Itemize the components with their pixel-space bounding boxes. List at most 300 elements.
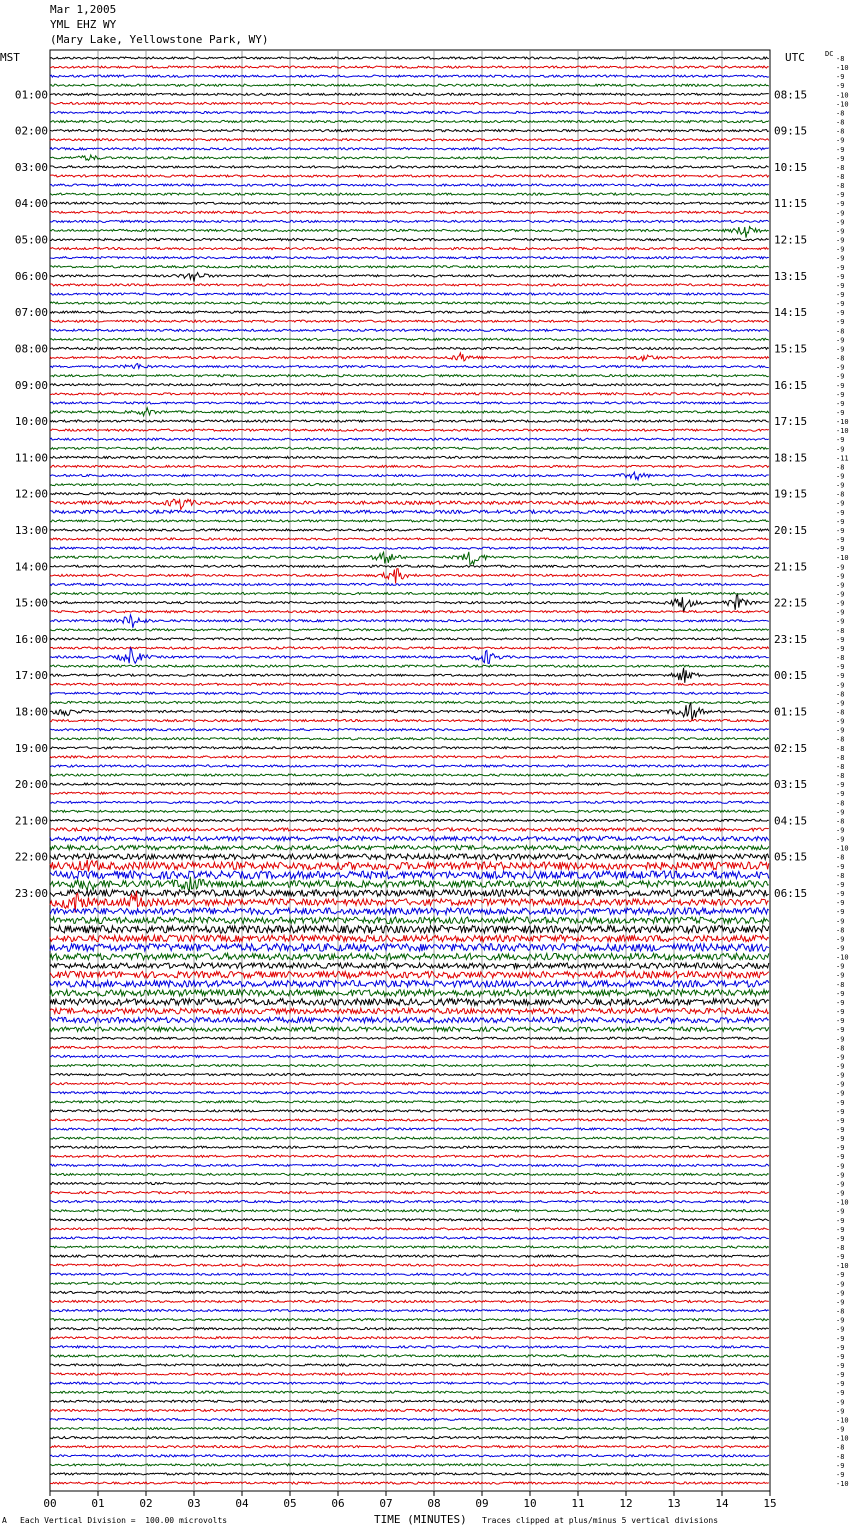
x-tick-label: 06 (331, 1497, 345, 1510)
dc-offset-label: -9 (836, 644, 845, 653)
dc-offset-label: -9 (836, 363, 845, 372)
left-hour-label: 08:00 (14, 342, 48, 356)
dc-offset-label: -9 (836, 445, 845, 454)
seismic-trace (50, 148, 769, 150)
dc-offset-label: -9 (836, 599, 845, 608)
dc-offset-label: -8 (836, 490, 845, 499)
seismic-trace (50, 1173, 769, 1175)
seismic-trace (50, 538, 769, 540)
x-tick-label: 10 (523, 1497, 537, 1510)
seismic-trace (50, 220, 769, 222)
dc-offset-label: -8 (836, 327, 845, 336)
dc-offset-label: -9 (836, 200, 845, 209)
dc-offset-label: -9 (836, 1271, 845, 1280)
seismic-trace (50, 211, 769, 213)
dc-offset-label: -8 (836, 463, 845, 472)
seismic-trace (50, 774, 769, 776)
dc-offset-label: -8 (836, 1452, 845, 1461)
right-hour-label: 21:15 (774, 560, 808, 574)
dc-offset-label: -8 (836, 690, 845, 699)
seismic-trace (50, 828, 769, 831)
right-hour-label: 00:15 (774, 669, 808, 683)
seismic-trace (50, 1182, 769, 1184)
dc-offset-label: -9 (836, 1407, 845, 1416)
dc-offset-label: -10 (836, 953, 849, 962)
seismic-trace (50, 629, 769, 631)
dc-offset-label: -9 (836, 1189, 845, 1198)
dc-offset-label: -9 (836, 381, 845, 390)
seismic-trace (50, 375, 769, 377)
right-hour-label: 23:15 (774, 632, 808, 646)
x-tick-label: 13 (667, 1497, 681, 1510)
dc-offset-label: -9 (836, 1216, 845, 1225)
seismic-trace (50, 499, 769, 509)
seismic-trace (50, 1309, 769, 1311)
seismic-trace (50, 393, 769, 395)
dc-offset-label: -8 (836, 926, 845, 935)
seismic-trace (50, 592, 769, 594)
seismic-trace (50, 1473, 769, 1475)
x-tick-label: 03 (187, 1497, 201, 1510)
seismic-trace (50, 683, 769, 685)
dc-offset-label: -9 (836, 1380, 845, 1389)
right-hour-label: 10:15 (774, 160, 808, 174)
dc-offset-label: -9 (836, 717, 845, 726)
seismic-trace (50, 917, 769, 924)
dc-offset-label: -8 (836, 1244, 845, 1253)
left-hour-label: 11:00 (14, 451, 48, 465)
seismic-trace (50, 120, 769, 122)
dc-offset-label: -9 (836, 345, 845, 354)
dc-offset-label: -8 (836, 626, 845, 635)
seismic-trace (50, 1101, 769, 1103)
right-hour-label: 01:15 (774, 705, 808, 719)
seismic-trace (50, 1482, 769, 1484)
dc-offset-label: -10 (836, 91, 849, 100)
seismic-trace (50, 908, 769, 915)
dc-offset-label: -8 (836, 1443, 845, 1452)
dc-offset-label: -11 (836, 454, 849, 463)
seismic-trace (50, 860, 769, 872)
seismic-trace (50, 155, 769, 160)
dc-offset-label: -9 (836, 191, 845, 200)
seismic-trace (50, 1391, 769, 1393)
seismic-trace (50, 320, 769, 322)
seismic-trace (50, 465, 769, 467)
dc-offset-label: -10 (836, 418, 849, 427)
dc-offset-label: -9 (836, 890, 845, 899)
seismic-trace (50, 1291, 769, 1293)
dc-offset-label: -9 (836, 508, 845, 517)
seismic-trace (50, 1027, 769, 1031)
seismic-trace (50, 971, 769, 978)
dc-offset-label: -9 (836, 908, 845, 917)
clip-note: Traces clipped at plus/minus 5 vertical divisions (482, 1516, 719, 1525)
dc-offset-label: -9 (836, 808, 845, 817)
seismic-trace (50, 1237, 769, 1239)
dc-offset-label: -9 (836, 1398, 845, 1407)
left-hour-label: 15:00 (14, 596, 48, 610)
dc-offset-label: -8 (836, 172, 845, 181)
dc-offset-label: -9 (836, 1234, 845, 1243)
seismic-trace (50, 1155, 769, 1157)
seismic-trace (50, 819, 769, 821)
dc-offset-label: -9 (836, 590, 845, 599)
seismic-trace (50, 202, 769, 204)
right-hour-label: 14:15 (774, 306, 808, 320)
dc-offset-label: -9 (836, 154, 845, 163)
seismic-trace (50, 166, 769, 168)
dc-offset-label: -9 (836, 245, 845, 254)
dc-offset-label: -10 (836, 554, 849, 563)
dc-offset-label: -9 (836, 472, 845, 481)
dc-offset-label: -9 (836, 1280, 845, 1289)
scale-note: Each Vertical Division = 100.00 microvolts (20, 1516, 228, 1525)
left-hour-label: 09:00 (14, 378, 48, 392)
seismic-trace (50, 569, 769, 584)
seismic-trace (50, 75, 769, 77)
seismic-trace (50, 615, 769, 628)
seismic-trace (50, 953, 769, 960)
right-hour-label: 22:15 (774, 596, 808, 610)
seismic-trace (50, 57, 769, 59)
seismic-trace (50, 139, 769, 141)
seismic-trace (50, 257, 769, 259)
dc-offset-label: -9 (836, 263, 845, 272)
dc-offset-label: -9 (836, 1343, 845, 1352)
dc-offset-label: -9 (836, 1316, 845, 1325)
left-hour-label: 23:00 (14, 887, 48, 901)
seismic-trace (50, 493, 769, 495)
left-hour-label: 21:00 (14, 814, 48, 828)
seismic-trace (50, 877, 769, 892)
right-hour-label: 16:15 (774, 378, 808, 392)
dc-header-label: DC (825, 50, 834, 58)
dc-offset-label: -9 (836, 663, 845, 672)
seismic-trace (50, 520, 769, 522)
dc-offset-label: -9 (836, 563, 845, 572)
dc-offset-label: -9 (836, 1371, 845, 1380)
dc-offset-label: -9 (836, 254, 845, 263)
dc-offset-label: -9 (836, 82, 845, 91)
dc-offset-label: -9 (836, 136, 845, 145)
seismic-trace (50, 238, 769, 240)
x-tick-label: 12 (619, 1497, 633, 1510)
left-hour-label: 04:00 (14, 197, 48, 211)
dc-offset-label: -10 (836, 1434, 849, 1443)
dc-offset-label: -9 (836, 572, 845, 581)
seismic-trace (50, 438, 769, 440)
seismic-trace (50, 890, 769, 897)
dc-offset-label: -9 (836, 436, 845, 445)
dc-offset-label: -9 (836, 1035, 845, 1044)
seismic-trace (50, 845, 769, 849)
dc-offset-label: -8 (836, 654, 845, 663)
seismic-trace (50, 668, 769, 683)
dc-offset-label: -9 (836, 1253, 845, 1262)
x-tick-label: 11 (571, 1497, 585, 1510)
x-tick-label: 15 (763, 1497, 777, 1510)
seismic-trace (50, 1455, 769, 1457)
seismic-trace (50, 1201, 769, 1203)
seismic-trace (50, 1110, 769, 1112)
seismic-trace (50, 184, 769, 186)
dc-offset-label: -8 (836, 871, 845, 880)
dc-offset-label: -9 (836, 73, 845, 82)
seismic-trace (50, 472, 769, 480)
dc-offset-label: -9 (836, 309, 845, 318)
dc-offset-label: -9 (836, 880, 845, 889)
seismic-trace (50, 248, 769, 250)
right-hour-label: 02:15 (774, 741, 808, 755)
seismic-trace (50, 836, 769, 840)
seismic-trace (50, 408, 769, 416)
dc-offset-label: -9 (836, 998, 845, 1007)
dc-offset-label: -9 (836, 635, 845, 644)
dc-offset-label: -9 (836, 581, 845, 590)
dc-offset-label: -9 (836, 526, 845, 535)
right-hour-label: 03:15 (774, 778, 808, 792)
seismic-trace (50, 1355, 769, 1357)
dc-offset-label: -9 (836, 699, 845, 708)
seismic-trace (50, 227, 769, 238)
seismic-trace (50, 703, 769, 721)
seismic-trace (50, 84, 769, 86)
left-hour-label: 19:00 (14, 741, 48, 755)
seismic-trace (50, 1409, 769, 1411)
dc-offset-label: -8 (836, 735, 845, 744)
dc-offset-label: -8 (836, 118, 845, 127)
left-hour-label: 18:00 (14, 705, 48, 719)
right-hour-label: 05:15 (774, 850, 808, 864)
corner-mark: A (2, 1516, 7, 1525)
dc-offset-label: -10 (836, 1480, 849, 1488)
dc-offset-label: -8 (836, 109, 845, 118)
seismic-trace (50, 284, 769, 286)
dc-offset-label: -10 (836, 1198, 849, 1207)
seismic-trace (50, 595, 769, 612)
seismic-trace (50, 1092, 769, 1094)
seismic-trace (50, 1046, 769, 1048)
dc-offset-label: -9 (836, 1116, 845, 1125)
seismic-trace (50, 66, 769, 68)
seismic-trace (50, 456, 769, 458)
dc-offset-label: -8 (836, 354, 845, 363)
seismic-trace (50, 1328, 769, 1330)
dc-offset-label: -9 (836, 1017, 845, 1026)
seismic-trace (50, 729, 769, 731)
seismic-trace (50, 583, 769, 585)
seismic-trace (50, 783, 769, 785)
seismic-trace (50, 854, 769, 859)
seismic-trace (50, 1446, 769, 1448)
seismic-trace (50, 447, 769, 449)
seismic-trace (50, 552, 769, 565)
x-tick-label: 04 (235, 1497, 249, 1510)
right-hour-label: 11:15 (774, 197, 808, 211)
dc-offset-label: -9 (836, 862, 845, 871)
x-tick-label: 07 (379, 1497, 393, 1510)
seismic-trace (50, 1418, 769, 1420)
seismic-trace (50, 1300, 769, 1302)
left-hour-label: 07:00 (14, 306, 48, 320)
station-location: (Mary Lake, Yellowstone Park, WY) (50, 33, 269, 46)
seismic-trace (50, 302, 769, 304)
dc-offset-label: -8 (836, 799, 845, 808)
right-hour-label: 08:15 (774, 88, 808, 102)
left-hour-label: 13:00 (14, 523, 48, 537)
dc-offset-label: -8 (836, 853, 845, 862)
seismic-trace (50, 420, 769, 422)
seismic-trace (50, 1364, 769, 1366)
dc-offset-label: -8 (836, 980, 845, 989)
seismic-trace (50, 1264, 769, 1266)
seismic-trace (50, 193, 769, 195)
seismic-trace (50, 801, 769, 803)
seismic-trace (50, 1191, 769, 1193)
seismic-trace (50, 1228, 769, 1230)
seismic-trace (50, 1119, 769, 1121)
left-hour-label: 22:00 (14, 850, 48, 864)
seismic-trace (50, 510, 769, 513)
dc-offset-label: -9 (836, 971, 845, 980)
dc-offset-label: -9 (836, 726, 845, 735)
dc-offset-label: -9 (836, 608, 845, 617)
dc-offset-label: -9 (836, 1425, 845, 1434)
right-hour-label: 20:15 (774, 523, 808, 537)
left-hour-label: 20:00 (14, 778, 48, 792)
dc-offset-label: -9 (836, 1389, 845, 1398)
seismic-trace (50, 792, 769, 794)
dc-offset-label: -9 (836, 318, 845, 327)
seismic-trace (50, 1008, 769, 1013)
seismic-trace (50, 1064, 769, 1066)
seismic-trace (50, 102, 769, 104)
dc-offset-label: -9 (836, 1225, 845, 1234)
dc-offset-label: -9 (836, 1098, 845, 1107)
dc-offset-label: -9 (836, 899, 845, 908)
dc-offset-label: -8 (836, 182, 845, 191)
left-hour-label: 05:00 (14, 233, 48, 247)
dc-offset-label: -9 (836, 962, 845, 971)
x-tick-label: 01 (91, 1497, 105, 1510)
dc-offset-label: -9 (836, 300, 845, 309)
dc-offset-label: -10 (836, 1416, 849, 1425)
dc-offset-label: -9 (836, 1352, 845, 1361)
dc-offset-label: -9 (836, 236, 845, 245)
dc-offset-label: -8 (836, 55, 845, 63)
dc-offset-label: -8 (836, 1307, 845, 1316)
seismic-trace (50, 311, 769, 313)
seismic-trace (50, 1037, 769, 1039)
right-timezone-label: UTC (785, 51, 805, 64)
seismic-trace (50, 638, 769, 640)
dc-offset-label: -9 (836, 499, 845, 508)
dc-offset-label: -10 (836, 844, 849, 853)
seismic-trace (50, 963, 769, 968)
seismic-trace (50, 1146, 769, 1148)
seismic-trace (50, 266, 769, 268)
seismic-trace (50, 402, 769, 404)
seismic-trace (50, 925, 769, 933)
seismic-trace (50, 338, 769, 340)
seismic-trace (50, 990, 769, 997)
dc-offset-label: -9 (836, 272, 845, 281)
seismic-trace (50, 692, 769, 694)
seismic-trace (50, 611, 769, 613)
seismic-trace (50, 429, 769, 431)
left-timezone-label: MST (0, 51, 20, 64)
seismic-trace (50, 944, 769, 952)
dc-offset-label: -9 (836, 944, 845, 953)
dc-offset-label: -9 (836, 1107, 845, 1116)
seismic-trace (50, 1128, 769, 1130)
seismic-trace (50, 273, 769, 282)
seismic-trace (50, 130, 769, 132)
label-group (0, 50, 849, 1510)
dc-offset-label: -8 (836, 817, 845, 826)
dc-offset-label: -9 (836, 281, 845, 290)
dc-offset-label: -9 (836, 1334, 845, 1343)
dc-offset-label: -9 (836, 481, 845, 490)
dc-offset-label: -9 (836, 1062, 845, 1071)
left-hour-label: 17:00 (14, 669, 48, 683)
dc-offset-label: -9 (836, 536, 845, 545)
left-hour-label: 03:00 (14, 160, 48, 174)
dc-offset-label: -9 (836, 1026, 845, 1035)
seismic-trace (50, 565, 769, 567)
dc-offset-label: -9 (836, 218, 845, 227)
dc-offset-label: -9 (836, 1470, 845, 1479)
dc-offset-label: -9 (836, 989, 845, 998)
dc-offset-label: -8 (836, 127, 845, 136)
dc-offset-label: -8 (836, 163, 845, 172)
seismic-trace (50, 484, 769, 486)
dc-offset-label: -9 (836, 517, 845, 526)
dc-offset-label: -9 (836, 1461, 845, 1470)
right-hour-label: 15:15 (774, 342, 808, 356)
seismic-trace (50, 1255, 769, 1257)
dc-offset-label: -8 (836, 1044, 845, 1053)
dc-offset-label: -9 (836, 1053, 845, 1062)
dc-offset-label: -9 (836, 1298, 845, 1307)
dc-offset-label: -9 (836, 336, 845, 345)
dc-offset-label: -9 (836, 1171, 845, 1180)
seismic-trace (50, 1400, 769, 1402)
seismic-trace (50, 747, 769, 749)
x-tick-label: 09 (475, 1497, 489, 1510)
left-hour-label: 06:00 (14, 269, 48, 283)
x-tick-label: 14 (715, 1497, 729, 1510)
right-hour-label: 04:15 (774, 814, 808, 828)
seismic-trace (50, 1382, 769, 1384)
left-hour-label: 01:00 (14, 88, 48, 102)
dc-offset-label: -10 (836, 427, 849, 436)
seismic-trace (50, 547, 769, 549)
dc-offset-label: -9 (836, 1144, 845, 1153)
seismic-trace (50, 1017, 769, 1022)
dc-offset-label: -10 (836, 64, 849, 73)
dc-offset-label: -9 (836, 372, 845, 381)
dc-offset-label: -9 (836, 399, 845, 408)
seismic-trace (50, 1219, 769, 1221)
x-tick-label: 02 (139, 1497, 153, 1510)
seismic-trace (50, 1319, 769, 1321)
right-hour-label: 18:15 (774, 451, 808, 465)
seismic-trace (50, 93, 769, 95)
seismic-trace (50, 1282, 769, 1284)
left-hour-label: 10:00 (14, 415, 48, 429)
